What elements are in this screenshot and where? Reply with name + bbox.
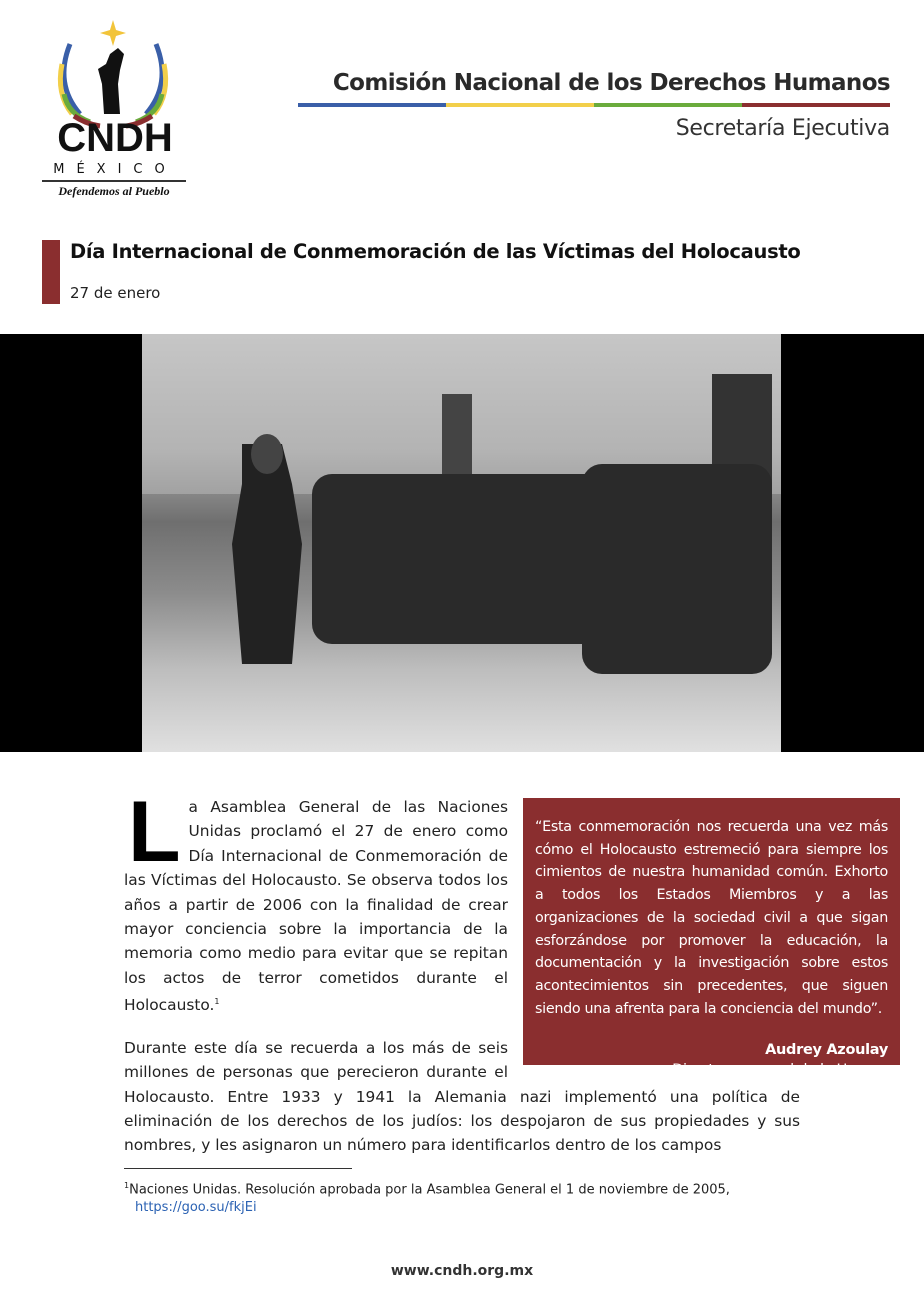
- footer-website[interactable]: www.cndh.org.mx: [390, 1263, 534, 1279]
- date: 27 de enero: [70, 284, 161, 302]
- holocaust-photo: [142, 334, 781, 752]
- logo-country: MÉXICO: [53, 162, 177, 177]
- quote-box: [523, 798, 900, 1079]
- subunit-name: Secretaría Ejecutiva: [675, 116, 890, 141]
- quote-author: Audrey Azoulay: [765, 1042, 888, 1059]
- paragraph-1: La Asamblea General de las Naciones Unidas proclamó el 27 de enero como Día Internacional de Conmemoración de las Víctimas del Holocausto. Se observa todos los años a partir de 2006 con la finalidad de crear mayor conciencia sobre la importancia de la memoria como medio para evitar que se repitan los actos de terror cometidos durante el Holocausto.$^1$: [124, 784, 508, 1015]
- logo-text: CNDH: [57, 116, 173, 160]
- footnote: $^1$Naciones Unidas. Resolución aprobada por la Asamblea General el 1 de noviembre de 2005, https://goo.su/fkjEi: [124, 1181, 730, 1216]
- footnote-link[interactable]: https://goo.su/fkjEi: [135, 1200, 257, 1216]
- color-bar: [298, 103, 890, 107]
- drop-cap: L: [128, 784, 181, 880]
- quote-author-role: Directora general de la Unesco: [672, 1062, 888, 1079]
- quote-text: “Esta conmemoración nos recuerda una vez más cómo el Holocausto estremeció para siempre los cimientos de nuestra humanidad común. Exhorto a todos los Estados Miembros y a las organizaciones de la sociedad civil a que sigan esforzándose por promover la educación, la documentación y la investigación sobre estos acontecimientos sin precedentes, que siguen siendo una afrenta para la conciencia del mundo”.: [535, 819, 888, 1017]
- paragraph-2: Durante este día se recuerda a los más de seis millones de personas que perecieron durante el Holocausto. Entre 1933 y 1941 la Alemania nazi implementó una política de eliminación de los derechos de los judíos: los despojaron de sus propiedades y sus nombres, y les asignaron un número para identificarlos dentro de los campos: [124, 1038, 800, 1155]
- cndh-logo: [40, 14, 190, 204]
- title-accent: [42, 240, 60, 304]
- footnote-ref[interactable]: 1: [214, 997, 220, 1007]
- footnote-divider: [124, 1168, 352, 1169]
- page-title: Día Internacional de Conmemoración de las Víctimas del Holocausto: [70, 240, 801, 263]
- logo-motto: Defendemos al Pueblo: [42, 180, 186, 199]
- organization-name: Comisión Nacional de los Derechos Humanos: [332, 70, 890, 96]
